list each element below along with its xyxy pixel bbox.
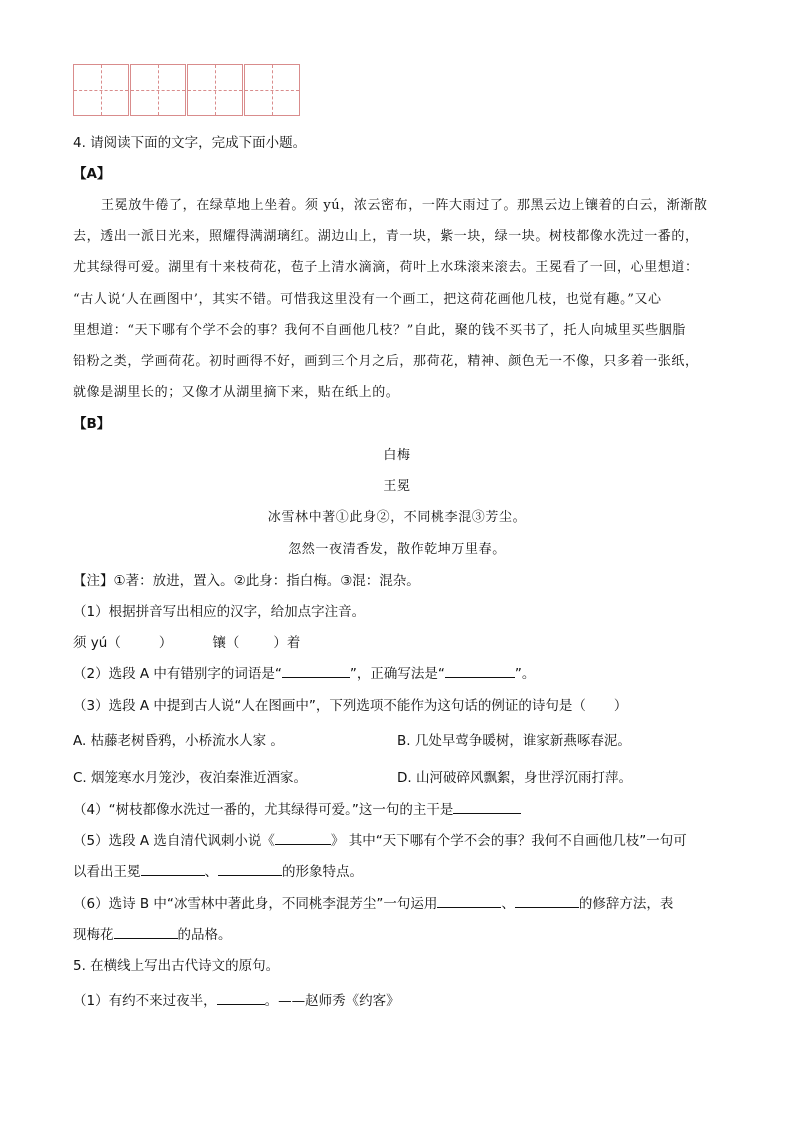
answer-blank[interactable] [445,663,515,678]
passage-a-line: 王冕放牛倦了，在绿草地上坐着。须 yú，浓云密布，一阵大雨过了。那黑云边上镶着的白云，渐渐散 [101,198,708,213]
grid-cell[interactable] [130,64,186,116]
writing-grid [73,64,301,116]
option-a[interactable]: A. 枯藤老树昏鸦，小桥流水人家 。 [73,733,284,749]
answer-blank[interactable] [282,663,350,678]
close-paren: ）着 [273,635,301,651]
poem-title: 白梅 [383,448,411,463]
answer-blank[interactable] [275,830,331,845]
answer-blank[interactable] [437,893,501,908]
close-paren: ） [158,635,173,651]
passage-a-line: 里想道：“天下哪有个学不会的事？我何不自画他几枝？”自此，聚的钱不买书了，托人向城里买些胭脂 [73,323,686,338]
answer-blank[interactable] [114,924,178,939]
answer-blank[interactable] [218,861,282,876]
passage-a-line: 铅粉之类，学画荷花。初时画得不好，画到三个月之后，那荷花，精神、颜色无一不像，只多着一张纸， [73,354,699,369]
option-b[interactable]: B. 几处早莺争暖树，谁家新燕啄春泥。 [397,733,631,749]
grid-cell[interactable] [187,64,243,116]
option-d[interactable]: D. 山河破碎风飘絮，身世浮沉雨打萍。 [397,770,632,786]
answer-blank[interactable] [515,893,579,908]
sub-question-1: （1）根据拼音写出相应的汉字，给加点字注音。 [73,604,366,620]
sub-question-6-cont: 现梅花 的品格。 [73,923,232,943]
question-5-heading: 5. 在横线上写出古代诗文的原句。 [73,958,280,974]
sub-question-3: （3）选段 A 中提到古人说“人在图画中”，下列选项不能作为这句话的例证的诗句是（ ） [73,698,628,714]
section-a-label: 【A】 [73,166,111,182]
pinyin-prompt: 须 yú（ [73,635,121,651]
sub-question-5-cont: 以看出王冕 、 的形象特点。 [73,860,363,880]
answer-blank[interactable] [141,861,205,876]
sub-question-5: （5）选段 A 选自清代讽刺小说《 》 其中“天下哪有个学不会的事？我何不自画他几枝”一句可 [73,829,687,849]
annotation-note: 【注】①著：放进，置入。②此身：指白梅。③混：混杂。 [73,573,420,589]
sub-question-4: （4）“树枝都像水洗过一番的，尤其绿得可爱。”这一句的主干是 [73,798,521,818]
sub-question-6: （6）选诗 B 中“冰雪林中著此身，不同桃李混芳尘”一句运用 、 的修辞方法，表 [73,892,673,912]
question-4-heading: 4. 请阅读下面的文字，完成下面小题。 [73,135,307,151]
option-c[interactable]: C. 烟笼寒水月笼沙，夜泊秦淮近酒家。 [73,770,308,786]
grid-cell[interactable] [244,64,300,116]
passage-a-line: “古人说‘人在画图中’，其实不错。可惜我这里没有一个画工，把这荷花画他几枝，也觉有趣。”又心 [73,292,662,307]
passage-a-line: 尤其绿得可爱。湖里有十来枝荷花，苞子上清水滴滴，荷叶上水珠滚来滚去。王冕看了一回，心里想道： [73,260,699,275]
passage-a-line: 去，透出一派日光来，照耀得满湖璃红。湖边山上，青一块，紫一块，绿一块。树枝都像水洗过一番的， [73,229,699,244]
poem-line: 冰雪林中著①此身②，不同桃李混③芳尘。 [267,510,527,525]
answer-blank[interactable] [217,990,265,1005]
pronunciation-prompt: 镶（ [212,635,240,651]
poem-line: 忽然一夜清香发，散作乾坤万里春。 [288,542,506,557]
section-b-label: 【B】 [73,416,111,432]
grid-cell[interactable] [73,64,129,116]
sub-question-1-answer-line [73,631,300,651]
poem-author: 王冕 [383,479,411,494]
passage-a-line: 就像是湖里长的；又像才从湖里摘下来，贴在纸上的。 [73,385,400,400]
sub-question-2: （2）选段 A 中有错别字的词语是“ ”，正确写法是“ ”。 [73,662,535,682]
question-5-sub-1: （1）有约不来过夜半， 。——赵师秀《约客》 [73,989,400,1009]
answer-blank[interactable] [453,799,521,814]
